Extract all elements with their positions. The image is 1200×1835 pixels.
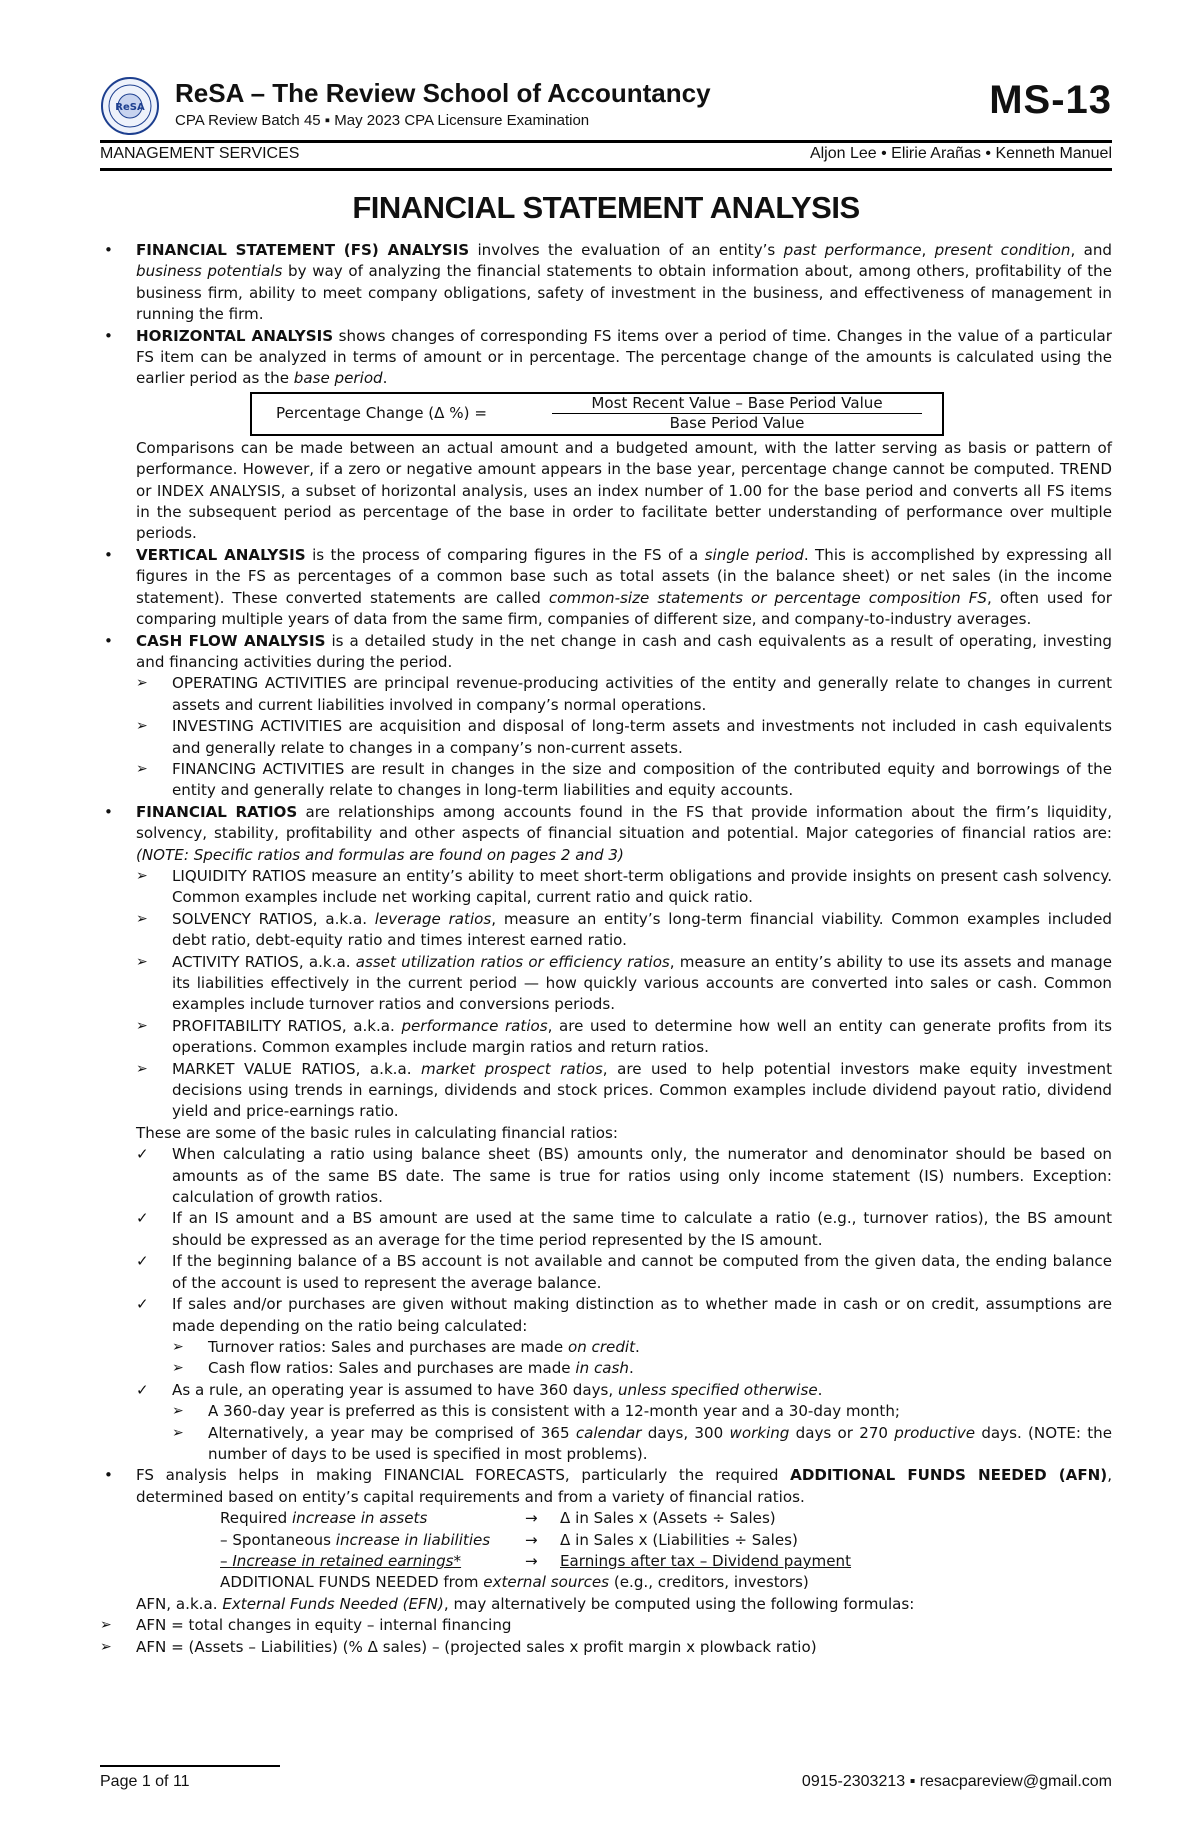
horizontal-analysis-continued: Comparisons can be made between an actual amount and a budgeted amount, with the latter serving as basis or pattern of performance. However, if a zero or negative amount appears in the base year, percentage change cannot be computed. TREND or INDEX ANALYSIS, a subset of horizontal analysis, uses an index number of 1.00 for the base period and converts all FS items in the subsequent period as percentage of the base in order to facilitate better understanding of performance over multiple periods. [136,438,1112,543]
text: ACTIVITY RATIOS, a.k.a. [172,952,356,971]
text: is a detailed study in the net change in cash and cash equivalents as a result of operating, investing and financing activities during the period. [136,631,1112,671]
handout-code: MS-13 [989,78,1112,122]
financial-ratios-term: FINANCIAL RATIOS [136,802,298,821]
afn-row [220,1572,1112,1593]
logo-text: ReSA [115,102,145,113]
text: PROFITABILITY RATIOS, a.k.a. [172,1016,402,1035]
page-title: FINANCIAL STATEMENT ANALYSIS [352,190,860,225]
afn-paragraph [100,1465,1112,1508]
emph: asset utilization ratios or efficiency ratios [355,952,670,971]
formula-fraction [552,394,922,433]
text: SOLVENCY RATIOS, a.k.a. [172,909,375,928]
afn-total-label [220,1572,809,1593]
afn-label [220,1551,461,1572]
header-rule-bottom [100,168,1112,171]
emph: single period [704,545,804,564]
contact-info: 0915-2303213 ▪ resacpareview@gmail.com [801,1773,1112,1790]
afn-formula-item: ➢ AFN = total changes in equity – internal financing [100,1615,1112,1636]
emph: External Funds Needed (EFN) [222,1594,444,1613]
emph: unless specified otherwise [617,1380,818,1399]
emph: business potentials [136,262,283,281]
text: – [220,1551,233,1570]
emph: productive [894,1423,976,1442]
afn-formula-item: ➢ AFN = (Assets – Liabilities) (% Δ sales) – (projected sales x profit margin x plowback ratio) [100,1637,1112,1658]
text: . [635,1337,640,1356]
afn-label [220,1530,490,1551]
afn-row [220,1551,1112,1572]
list-item [136,1059,1112,1123]
list-item: ➢ INVESTING ACTIVITIES are acquisition and disposal of long-term assets and investments not included in cash equivalents and generally relate to changes in a company’s non-current assets. [136,716,1112,759]
fs-analysis-paragraph [100,240,1112,326]
text: , and [1070,241,1112,259]
afn-row [220,1530,1112,1551]
batch-line: CPA Review Batch 45 ▪ May 2023 CPA Licensure Examination [175,112,590,129]
sub-header [100,145,1112,167]
text: ADDITIONAL FUNDS NEEDED from [220,1573,484,1592]
ratios-note: (NOTE: Specific ratios and formulas are found on pages 2 and 3) [136,845,624,864]
cash-flow-analysis-paragraph [100,631,1112,674]
text: , are used to determine how well an entity can generate profits from its operations. Common examples include margin ratios and return ratios. [172,1016,1112,1057]
afn-formula: Δ in Sales x (Liabilities ÷ Sales) [560,1530,798,1549]
text: . [628,1359,634,1378]
emph: market prospect ratios [421,1059,603,1078]
text: days or 270 [789,1423,895,1442]
emph: past performance [783,241,922,259]
text: Cash flow ratios: Sales and purchases are made [208,1359,576,1378]
text: AFN, a.k.a. [136,1594,223,1613]
sub-rule-item [172,1423,1112,1466]
text: Required [220,1509,292,1528]
text: , often used for comparing multiple years of data from the same firm, companies of different size, and company-to-industry averages. [136,588,1113,629]
formula-denominator: Base Period Value [669,413,805,432]
emph: present condition [934,241,1071,259]
text: , may alternatively be computed using the following formulas: [443,1594,915,1613]
arrow-icon: → [525,1509,538,1528]
afn-term: ADDITIONAL FUNDS NEEDED (AFN) [790,1466,1108,1485]
text: shows changes of corresponding FS items over a period of time. Changes in the value of a particular FS item can be analyzed in terms of amount or in percentage. The percentage change of the amounts is calculated using the earlier period as the [136,326,1112,388]
page-number: Page 1 of 11 [100,1773,190,1790]
arrow-icon: → [525,1530,538,1549]
afn-formula: Earnings after tax – Dividend payment [560,1551,852,1570]
text: Alternatively, a year may be comprised of 365 [208,1423,576,1442]
emph: in cash [575,1359,629,1378]
text: . [817,1380,823,1399]
text: involves the evaluation of an entity’s [469,241,784,259]
text: , measure an entity’s long-term financial viability. Common examples included debt ratio, debt-equity ratio and times interest earned ratio. [172,909,1112,950]
authors-label: Aljon Lee • Elirie Arañas • Kenneth Manuel [809,145,1112,162]
emph: increase in assets [291,1509,428,1528]
emph: Increase in retained earnings* [232,1551,462,1570]
arrow-icon: → [525,1551,538,1570]
emph: calendar [575,1423,642,1442]
fs-analysis-term: FINANCIAL STATEMENT (FS) ANALYSIS [136,241,470,259]
text: MARKET VALUE RATIOS, a.k.a. [172,1059,422,1078]
sub-rule-item [172,1358,1112,1379]
emph: performance ratios [401,1016,548,1035]
sub-rule-item: ➢ A 360-day year is preferred as this is consistent with a 12-month year and a 30-day month; [172,1401,1112,1422]
text: As a rule, an operating year is assumed to have 360 days, [172,1380,618,1399]
text: days. (NOTE: the number of days to be used is specified in most problems). [208,1423,1112,1463]
subject-label: MANAGEMENT SERVICES [100,145,300,162]
afn-computation [220,1508,1112,1594]
text: FS analysis helps in making FINANCIAL FORECASTS, particularly the required [136,1466,791,1485]
vertical-analysis-paragraph [100,545,1112,631]
document-body [100,240,1112,1658]
text: (e.g., creditors, investors) [609,1573,809,1592]
rules-intro: These are some of the basic rules in calculating financial ratios: [136,1123,618,1142]
horizontal-analysis-paragraph [100,326,1112,390]
text: , measure an entity’s ability to use its assets and manage its liabilities effectively in the current period — how quickly various accounts are converted into sales or cash. Common examples include turnover ratios and conversions periods. [172,952,1112,1014]
list-item: ➢ OPERATING ACTIVITIES are principal revenue-producing activities of the entity and generally relate to changes in current assets and current liabilities involved in company’s normal operations. [136,673,1112,716]
text: by way of analyzing the financial statements to obtain information about, among others, profitability of the business firm, ability to meet company obligations, safety of investment in the business, and effectiveness of management in running the firm. [136,262,1112,324]
list-item [136,909,1112,952]
text: is the process of comparing figures in the FS of a [305,545,705,564]
text: Turnover ratios: Sales and purchases are made [208,1337,568,1356]
afn-label [220,1508,427,1529]
rule-item [136,1380,1112,1401]
emph: increase in liabilities [335,1530,491,1549]
emph: leverage ratios [374,909,492,928]
financial-ratios-paragraph [100,802,1112,866]
rule-item: ✓ If the beginning balance of a BS account is not available and cannot be computed from the given data, the ending balance of the account is used to represent the average balance. [136,1251,1112,1294]
list-item [136,952,1112,1016]
sub-rule-item [172,1337,1112,1358]
emph: common-size statements or percentage composition FS [548,588,988,607]
afn-formula: Δ in Sales x (Assets ÷ Sales) [560,1509,776,1528]
emph: working [729,1423,790,1442]
emph: on credit [567,1337,636,1356]
text: . This is accomplished by expressing all figures in the FS as percentages of a common base such as total assets (in the balance sheet) or net sales (in the income statement). These converted statements are called [136,545,1112,607]
rule-item: ✓ If sales and/or purchases are given without making distinction as to whether made in cash or on credit, assumptions are made depending on the ratio being calculated: [136,1294,1112,1337]
afn-row [220,1508,1112,1529]
formula-lhs: Percentage Change (Δ %) = [276,403,487,422]
list-item [136,1016,1112,1059]
percentage-change-formula [250,392,944,436]
cash-flow-analysis-term: CASH FLOW ANALYSIS [136,631,326,650]
text: days, 300 [641,1423,730,1442]
text: , are used to help potential investors make equity investment decisions using trends in earnings, dividends and stock prices. Common examples include dividend payout ratio, dividend yield and price-earnings ratio. [172,1059,1112,1121]
vertical-analysis-term: VERTICAL ANALYSIS [136,545,306,564]
horizontal-analysis-term: HORIZONTAL ANALYSIS [136,326,334,345]
list-item: ➢ LIQUIDITY RATIOS measure an entity’s ability to meet short-term obligations and provide insights on present cash solvency. Common examples include net working capital, current ratio and quick ratio. [136,866,1112,909]
text: are relationships among accounts found in the FS that provide information about the firm’s liquidity, solvency, stability, profitability and other aspects of financial situation and potential. Major categories of financial ratios are: [136,802,1112,843]
footer-rule [100,1765,280,1767]
list-item: ➢ FINANCING ACTIVITIES are result in changes in the size and composition of the contributed equity and borrowings of the entity and generally relate to changes in long-term liabilities and equity accounts. [136,759,1112,802]
text: . [382,369,388,388]
resa-logo-seal [100,76,160,136]
text: , [921,241,935,259]
text: , determined based on entity’s capital requirements and from a variety of financial ratios. [136,1466,1112,1506]
rule-item: ✓ When calculating a ratio using balance sheet (BS) amounts only, the numerator and denominator should be based on amounts as of the same BS date. The same is true for ratios using only income statement (IS) numbers. Exception: calculation of growth ratios. [136,1144,1112,1208]
header-rule-top [100,140,1112,143]
formula-numerator: Most Recent Value – Base Period Value [552,394,922,414]
emph: base period [293,369,383,388]
school-name: ReSA – The Review School of Accountancy [175,78,711,108]
rule-item: ✓ If an IS amount and a BS amount are used at the same time to calculate a ratio (e.g., turnover ratios), the BS amount should be expressed as an average for the time period represented by the IS amount. [136,1208,1112,1251]
text: – Spontaneous [220,1530,336,1549]
afn-alternative-intro [100,1594,1112,1615]
emph: external sources [483,1573,610,1592]
